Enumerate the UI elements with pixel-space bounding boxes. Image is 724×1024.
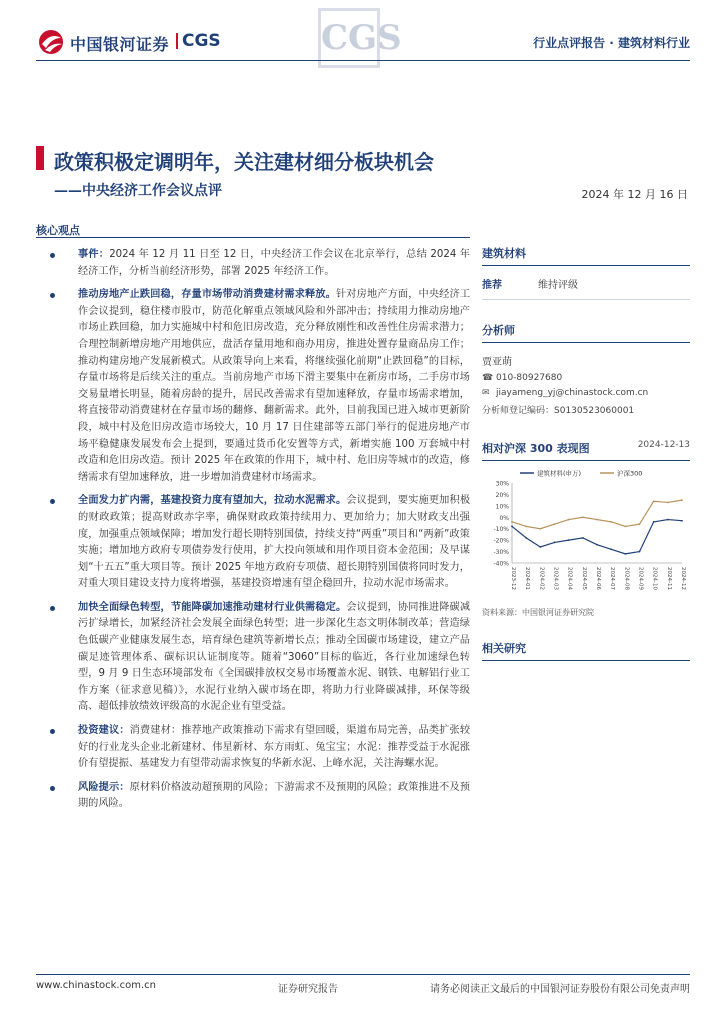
bullet-risk — [36, 780, 470, 813]
email-icon: ✉ — [482, 388, 490, 398]
performance-chart-svg — [482, 465, 690, 605]
page-subtitle: ——中央经济工作会议点评 — [54, 183, 222, 199]
y-tick-label: -10% — [493, 526, 509, 534]
bullet-investment-advice — [36, 723, 470, 773]
logo-english-name: CGS — [182, 31, 221, 51]
bullet-text: 2024 年 12 月 11 日至 12 日，中央经济工作会议在北京举行，总结 2024 年经济工作，分析当前经济形势，部署 2025 年经济工作。 — [78, 249, 470, 277]
bullet-text: 消费建材：推荐地产政策推动下需求有望回暖，渠道布局完善，品类扩张较好的行业龙头企业北新建材、伟星新材、东方雨虹、兔宝宝；水泥：推荐受益于水泥涨价有望提振、基建发力有望带动需求恢复的华新水泥、上峰水泥，关注海螺水泥。 — [78, 725, 471, 770]
bullet-text: 会议提到，要实施更加积极的财政政策；提高财政赤字率，确保财政政策持续用力、更加给力；加大财政支出强度，加强重点领域保障；增加发行超长期特别国债，持续支持“两重”项目和“两新”政策实施；增加地方政府专项债券发行使用，扩大投向领域和用作项目资本金范围；及早谋划“十五五”重大项目等。预计 2025 年地方政府专项债、超长期特别国债将同时发力，对重大项目建设支持力度将增强，基建投资增速有望企稳回升，拉动水泥市场需求。 — [78, 495, 471, 590]
bullet-lead: 风险提示： — [78, 781, 130, 793]
bullet-green-transition — [36, 600, 470, 716]
x-tick-label: 2024-09 — [637, 567, 644, 590]
data-point — [624, 526, 626, 528]
x-tick-label: 2024-01 — [524, 567, 531, 590]
data-point — [525, 537, 527, 539]
chart-source: 资料来源：中国银河证券研究院 — [482, 608, 594, 617]
email-address[interactable]: jiayameng_yj@chinastock.com.cn — [496, 388, 649, 398]
bullet-dot-icon — [50, 253, 55, 258]
x-tick-label: 2024-02 — [538, 567, 545, 590]
data-point — [525, 526, 527, 528]
data-point — [539, 528, 541, 530]
report-date: 2024 年 12 月 16 日 — [581, 188, 688, 201]
core-viewpoint-label: 核心观点 — [36, 224, 80, 237]
cgs-watermark: CGS — [318, 8, 380, 68]
data-point — [624, 553, 626, 555]
data-point — [639, 523, 641, 525]
x-tick-label: 2024-04 — [566, 567, 573, 590]
core-bullets — [36, 247, 470, 820]
bullet-lead: 全面发力扩内需，基建投资力度有望加大，拉动水泥需求。 — [78, 495, 347, 507]
logo-chinese-name: 中国银河证券 — [70, 35, 170, 54]
bullet-text: 针对房地产方面，中央经济工作会议提到，稳住楼市股市，防范化解重点领域风险和外部冲击；持续用力推动房地产市场止跌回稳，加力实施城中村和危旧房改造，充分释放刚性和改善性住房需求潜力；合理控制新增房地产用地供应，盘活存量用地和商办用房，推进处置存量商品房工作；推动构建房地产发展新模式。从政策导向上来看，将继续强化前期“止跌回稳”的目标，存量市场将是后续关注的重点。当前房地产市场下滑主要集中在新房市场，二手房市场交易量增长明显，随着房龄的提升，居民改善需求有望加速释放，存量市场需求增加，将直接带动消费建材在存量市场的翻修、翻新需求。此外，目前我国已进入城市更新阶段，城中村及危旧房改造市场较大，10 月 17 日住建部等五部门举行的促进房地产市场平稳健康发展发布会上提到，要通过货币化安置等方式，新增实施 100 万套城中村改造和危旧房改造。预计 2025 年在政策的作用下，城中村、危旧房等城市的改造，修缮需求有望加速释放，进一步增加消费建材市场需求。 — [78, 289, 471, 483]
bullet-dot-icon — [50, 786, 55, 791]
legend-label: 建筑材料(申万) — [537, 469, 582, 478]
series-line-csi300 — [512, 500, 682, 529]
related-research-heading: 相关研究 — [482, 640, 690, 661]
data-point — [511, 521, 513, 523]
bullet-lead: 投资建议： — [78, 725, 130, 737]
data-point — [610, 548, 612, 550]
cgs-logo-icon — [36, 28, 66, 56]
rating-row — [482, 276, 690, 300]
sidebar — [482, 245, 690, 661]
data-point — [539, 546, 541, 548]
phone-number: 010-80927680 — [496, 373, 563, 383]
y-tick-label: 30% — [495, 480, 509, 488]
analyst-name: 贾亚萌 — [482, 357, 512, 368]
logo-divider — [176, 33, 178, 49]
bullet-text: 会议提到，协同推进降碳减污扩绿增长，加紧经济社会发展全面绿色转型；进一步深化生态文明体制改革；营造绿色低碳产业健康发展生态，培育绿色建筑等新增长点；推动全国碳市场建设，建立产品碳足迹管理体系、碳标识认证制度等。随着“3060”目标的临近，各行业加速绿色转型，9 月 9 日生态环境部发布《全国碳排放权交易市场覆盖水泥、钢铁、电解铝行业工作方案（征求意见稿）》，水泥行业纳入碳市场在即，将助力行业降碳减排，环保等级高、超低排放绩效评级高的水泥企业有望受益。 — [78, 601, 471, 713]
bullet-dot-icon — [50, 293, 55, 298]
y-tick-label: 20% — [495, 491, 509, 499]
x-tick-label: 2024-07 — [609, 567, 616, 590]
footer-disclaimer: 请务必阅读正文最后的中国银河证券股份有限公司免责声明 — [430, 984, 690, 995]
bullet-event — [36, 247, 470, 280]
x-tick-label: 2024-05 — [580, 567, 587, 590]
data-point — [582, 537, 584, 539]
bullet-text: 原材料价格波动超预期的风险；下游需求不及预期的风险；政策推进不及预期的风险。 — [78, 781, 471, 810]
y-tick-label: -40% — [493, 560, 509, 568]
rating-key: 推荐 — [482, 280, 502, 291]
data-point — [511, 526, 513, 528]
data-point — [568, 539, 570, 541]
x-tick-label: 2024-06 — [595, 567, 601, 590]
analyst-phone — [482, 373, 690, 383]
core-divider — [36, 237, 470, 238]
phone-icon: ☎ — [482, 373, 494, 383]
bullet-dot-icon — [50, 606, 55, 611]
performance-chart — [482, 465, 690, 605]
data-point — [596, 519, 598, 521]
data-point — [568, 519, 570, 521]
footer-label: 证券研究报告 — [278, 984, 338, 995]
data-point — [681, 499, 683, 501]
y-tick-label: -30% — [493, 549, 509, 557]
bullet-dot-icon — [50, 499, 55, 504]
footer-divider — [36, 974, 690, 975]
y-tick-label: -20% — [493, 537, 509, 545]
bullet-lead: 推动房地产止跌回稳，存量市场带动消费建材需求释放。 — [78, 289, 336, 301]
series-line-sector — [512, 520, 682, 554]
x-tick-label: 2023-12 — [510, 567, 516, 590]
x-tick-label: 2024-08 — [623, 567, 630, 590]
data-point — [653, 521, 655, 523]
bullet-real-estate — [36, 287, 470, 486]
analyst-cert — [482, 403, 690, 416]
data-point — [667, 519, 669, 521]
x-tick-label: 2024-10 — [651, 567, 658, 590]
bullet-dot-icon — [50, 729, 55, 734]
x-tick-label: 2024-11 — [665, 567, 672, 590]
header-divider — [36, 60, 690, 61]
bullet-lead: 事件： — [78, 249, 110, 260]
page-title: 政策积极定调明年，关注建材细分板块机会 — [54, 150, 434, 174]
y-tick-label: 10% — [495, 503, 509, 511]
x-tick-label: 2024-12 — [680, 567, 686, 590]
chart-date: 2024-12-13 — [637, 440, 690, 450]
analyst-email — [482, 388, 690, 398]
sector-heading: 建筑材料 — [482, 245, 690, 266]
data-point — [667, 502, 669, 504]
cert-number: 分析师登记编码：S0130523060001 — [482, 406, 635, 416]
report-category: 行业点评报告 · 建筑材料行业 — [533, 36, 690, 50]
data-point — [554, 542, 556, 544]
data-point — [610, 521, 612, 523]
data-point — [582, 516, 584, 518]
x-tick-label: 2024-03 — [552, 567, 559, 590]
chart-title: 相对沪深 300 表现图 — [482, 442, 590, 455]
footer-website[interactable]: www.chinastock.com.cn — [36, 980, 156, 991]
bullet-domestic-demand — [36, 493, 470, 593]
data-point — [653, 500, 655, 502]
data-point — [681, 520, 683, 522]
y-tick-label: 0% — [499, 514, 509, 522]
data-point — [596, 544, 598, 546]
chart-heading — [482, 440, 690, 461]
analyst-heading: 分析师 — [482, 322, 690, 343]
data-point — [554, 523, 556, 525]
title-accent-bar — [36, 146, 44, 170]
bullet-lead: 加快全面绿色转型，节能降碳加速推动建材行业供需稳定。 — [78, 601, 347, 613]
rating-value: 维持评级 — [538, 280, 578, 291]
data-point — [639, 551, 641, 553]
legend-label: 沪深300 — [617, 469, 643, 478]
